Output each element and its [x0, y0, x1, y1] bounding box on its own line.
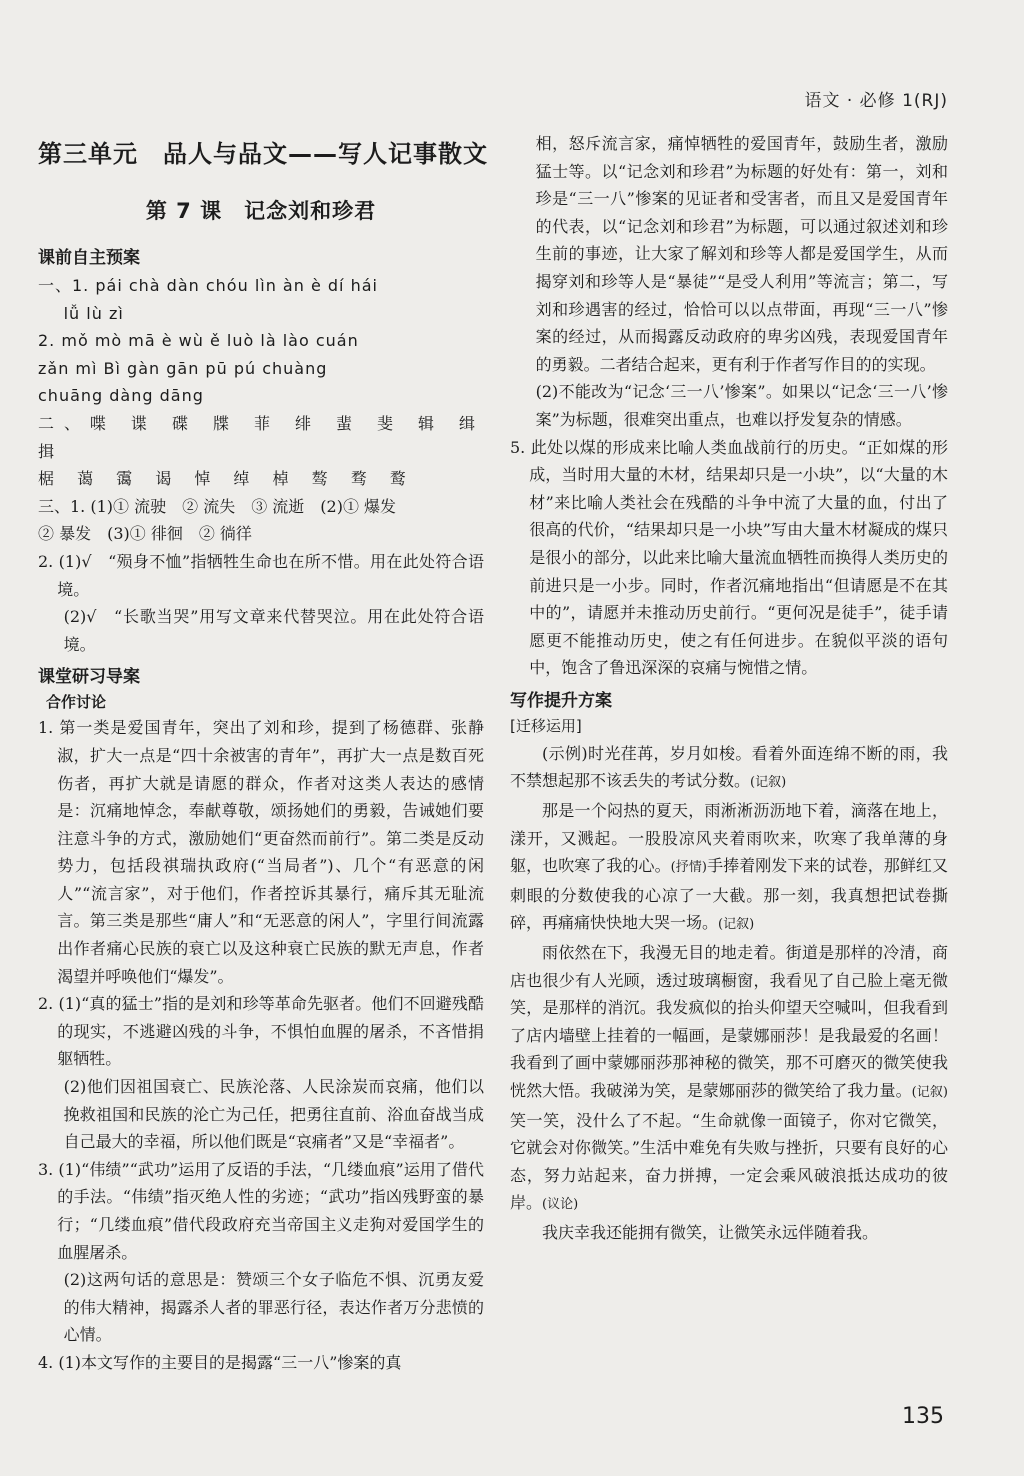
answer-paragraph: 4. (1)本文写作的主要目的是揭露“三一八”惨案的真 — [38, 1352, 402, 1372]
answer-line: 一、1. pái chà dàn chóu lìn àn è dí hái — [38, 276, 378, 295]
annotation-mark: (记叙) — [911, 1085, 948, 1100]
essay-paragraph: 我庆幸我还能拥有微笑，让微笑永远伴随着我。 — [542, 1222, 879, 1242]
essay-paragraph — [510, 797, 948, 939]
annotation-mark: (记叙) — [750, 775, 787, 791]
answer-line: lǚ lù zì — [63, 303, 124, 323]
answer-line: 椐 蔼 霭 谒 悼 绰 棹 骜 骛 鹜 — [38, 469, 415, 489]
unit-title: 第三单元 品人与品文——写人记事散文 — [38, 140, 488, 168]
answer-paragraph: (2)不能改为“记念‘三一八’惨案”。如果以“记念‘三一八’惨案”为标题，很难突出重点，也难以抒发复杂的情感。 — [535, 382, 948, 429]
answer-paragraph: 1. 第一类是爱国青年，突出了刘和珍，提到了杨德群、张静淑，扩大一点是“四十余被害的青年”，再扩大一点是数百死伤者，再扩大就是请愿的群众，作者对这类人表达的感情是：沉痛地悼念，奉献尊敬，颂扬她们的勇毅，告诫她们要注意斗争的方式，激励她们“更奋然而前行”。第二类是反动势力，包括段祺瑞执政府(“当局者”)、几个“有恶意的闲人”“流言家”，对于他们，作者控诉其暴行，痛斥其无耻流言。第三类是那些“庸人”和“无恶意的闲人”，字里行间流露出作者痛心民族的衰亡以及这种衰亡民族的默无声息，作者渴望并呼唤他们“爆发”。 — [38, 718, 484, 986]
essay-text: 手捧着刚发下来的试卷，那鲜红又刺眼的分数使我的心凉了一大截。那一刻，我真想把试卷撕碎，再痛痛快快地大哭一场。 — [510, 856, 948, 933]
answer-paragraph: (2)他们因祖国衰亡、民族沦落、人民涂炭而哀痛，他们以挽救祖国和民族的沦亡为己任，把勇往直前、浴血奋战当成自己最大的幸福，所以他们既是“哀痛者”又是“幸福者”。 — [63, 1077, 484, 1152]
answer-paragraph: 2. (1)“真的猛士”指的是刘和珍等革命先驱者。他们不回避残酷的现实，不逃避凶残的斗争，不惧怕血腥的屠杀，不吝惜捐躯牺牲。 — [38, 994, 484, 1069]
bracket-label: [迁移运用] — [510, 716, 582, 735]
answer-line: 三、1. (1)① 流驶 ② 流失 ③ 流逝 (2)① 爆发 — [38, 496, 397, 516]
essay-text: 那是一个闷热的夏天，雨淅淅沥沥地下着，滴落在地上，漾开，又溅起。一股股凉风夹着雨吹来，吹寒了我单薄的身躯，也吹寒了我的心。 — [510, 801, 948, 876]
essay-paragraph — [510, 939, 948, 1219]
annotation-mark: (抒情) — [670, 860, 707, 876]
essay-text: 雨依然在下，我漫无目的地走着。街道是那样的冷清，商店也很少有人光顾，透过玻璃橱窗，我看见了自己脸上毫无微笑，是那样的消沉。我发疯似的抬头仰望天空喊叫，但我看到了店内墙壁上挂着的一幅画，是蒙娜丽莎！是我最爱的名画！我看到了画中蒙娜丽莎那神秘的微笑，那不可磨灭的微笑使我恍然大悟。我破涕为笑，是蒙娜丽莎的微笑给了我力量。 — [510, 943, 948, 1100]
answer-line: zǎn mì Bì gàn gān pū pú chuàng — [38, 358, 328, 378]
page-number: 135 — [902, 1404, 944, 1429]
left-column — [38, 130, 488, 1377]
section-heading-study: 课堂研习导案 — [38, 667, 140, 688]
lesson-title: 第 7 课 记念刘和珍君 — [145, 199, 377, 223]
answer-paragraph: 2. (1)√ “殒身不恤”指牺牲生命也在所不惜。用在此处符合语境。 — [38, 551, 484, 599]
annotation-mark: (记叙) — [718, 917, 755, 933]
answer-line: 二、喋 谍 碟 牒 菲 绯 蜚 斐 辑 缉 揖 — [38, 413, 484, 461]
answer-paragraph: 5. 此处以煤的形成来比喻人类血战前行的历史。“正如煤的形成，当时用大量的木材，结果却只是一小块”，以“大量的木材”来比喻人类社会在残酷的斗争中流了大量的血，付出了很高的代价，“结果却只是一小块”写由大量木材凝成的煤只是很小的部分，以此来比喻大量流血牺牲而换得人类历史的前进只是一小步。同时，作者沉痛地指出“但请愿是不在其中的”，请愿并未推动历史前行。“更何况是徒手”，徒手请愿更不能推动历史，使之有任何进步。在貌似平淡的语句中，饱含了鲁迅深深的哀痛与惋惜之情。 — [510, 437, 948, 678]
answer-line: 2. mǒ mò mā è wù ě luò là lào cuán — [38, 331, 359, 351]
subsection-heading-discuss: 合作讨论 — [46, 693, 107, 712]
answer-paragraph: 相，怒斥流言家，痛悼牺牲的爱国青年，鼓励生者，激励猛士等。以“记念刘和珍君”为标题的好处有：第一，刘和珍是“三一八”惨案的见证者和受害者，而且又是爱国青年的代表，以“记念刘和珍君”为标题，可以通过叙述刘和珍生前的事迹，让大家了解刘和珍等人都是爱国学生，从而揭穿刘和珍等人是“暴徒”“是受人利用”等流言；第二，写刘和珍遇害的经过，恰恰可以以点带面，再现“三一八”惨案的经过，从而揭露反动政府的卑劣凶残，表现爱国青年的勇毅。二者结合起来，更有利于作者写作目的的实现。 — [535, 134, 948, 374]
section-heading-writing: 写作提升方案 — [510, 690, 612, 711]
answer-line: ② 暴发 (3)① 徘徊 ② 徜徉 — [38, 524, 252, 544]
answer-line: chuāng dàng dāng — [38, 386, 204, 406]
answer-paragraph: (2)这两句话的意思是：赞颂三个女子临危不惧、沉勇友爱的伟大精神，揭露杀人者的罪恶行径，表达作者万分悲愤的心情。 — [63, 1270, 484, 1345]
essay-text: (示例)时光荏苒，岁月如梭。看着外面连绵不断的雨，我不禁想起那不该丢失的考试分数。 — [510, 743, 948, 791]
right-column — [510, 130, 948, 1247]
running-header: 语文 · 必修 1(RJ) — [804, 91, 948, 111]
annotation-mark: (议论) — [542, 1197, 579, 1213]
answer-paragraph: (2)√ “长歌当哭”用写文章来代替哭泣。用在此处符合语境。 — [63, 607, 484, 654]
section-heading-preview: 课前自主预案 — [38, 248, 140, 268]
essay-text: 笑一笑，没什么了不起。“生命就像一面镜子，你对它微笑，它就会对你微笑。”生活中难免有失败与挫折，只要有良好的心态，努力站起来，奋力拼搏，一定会乘风破浪抵达成功的彼岸。 — [510, 1110, 948, 1213]
answer-paragraph: 3. (1)“伟绩”“武功”运用了反语的手法，“几缕血痕”运用了借代的手法。“伟绩”指灭绝人性的劣迹；“武功”指凶残野蛮的暴行；“几缕血痕”借代段政府充当帝国主义走狗对爱国学生的血腥屠杀。 — [38, 1159, 484, 1262]
essay-paragraph — [510, 740, 948, 797]
